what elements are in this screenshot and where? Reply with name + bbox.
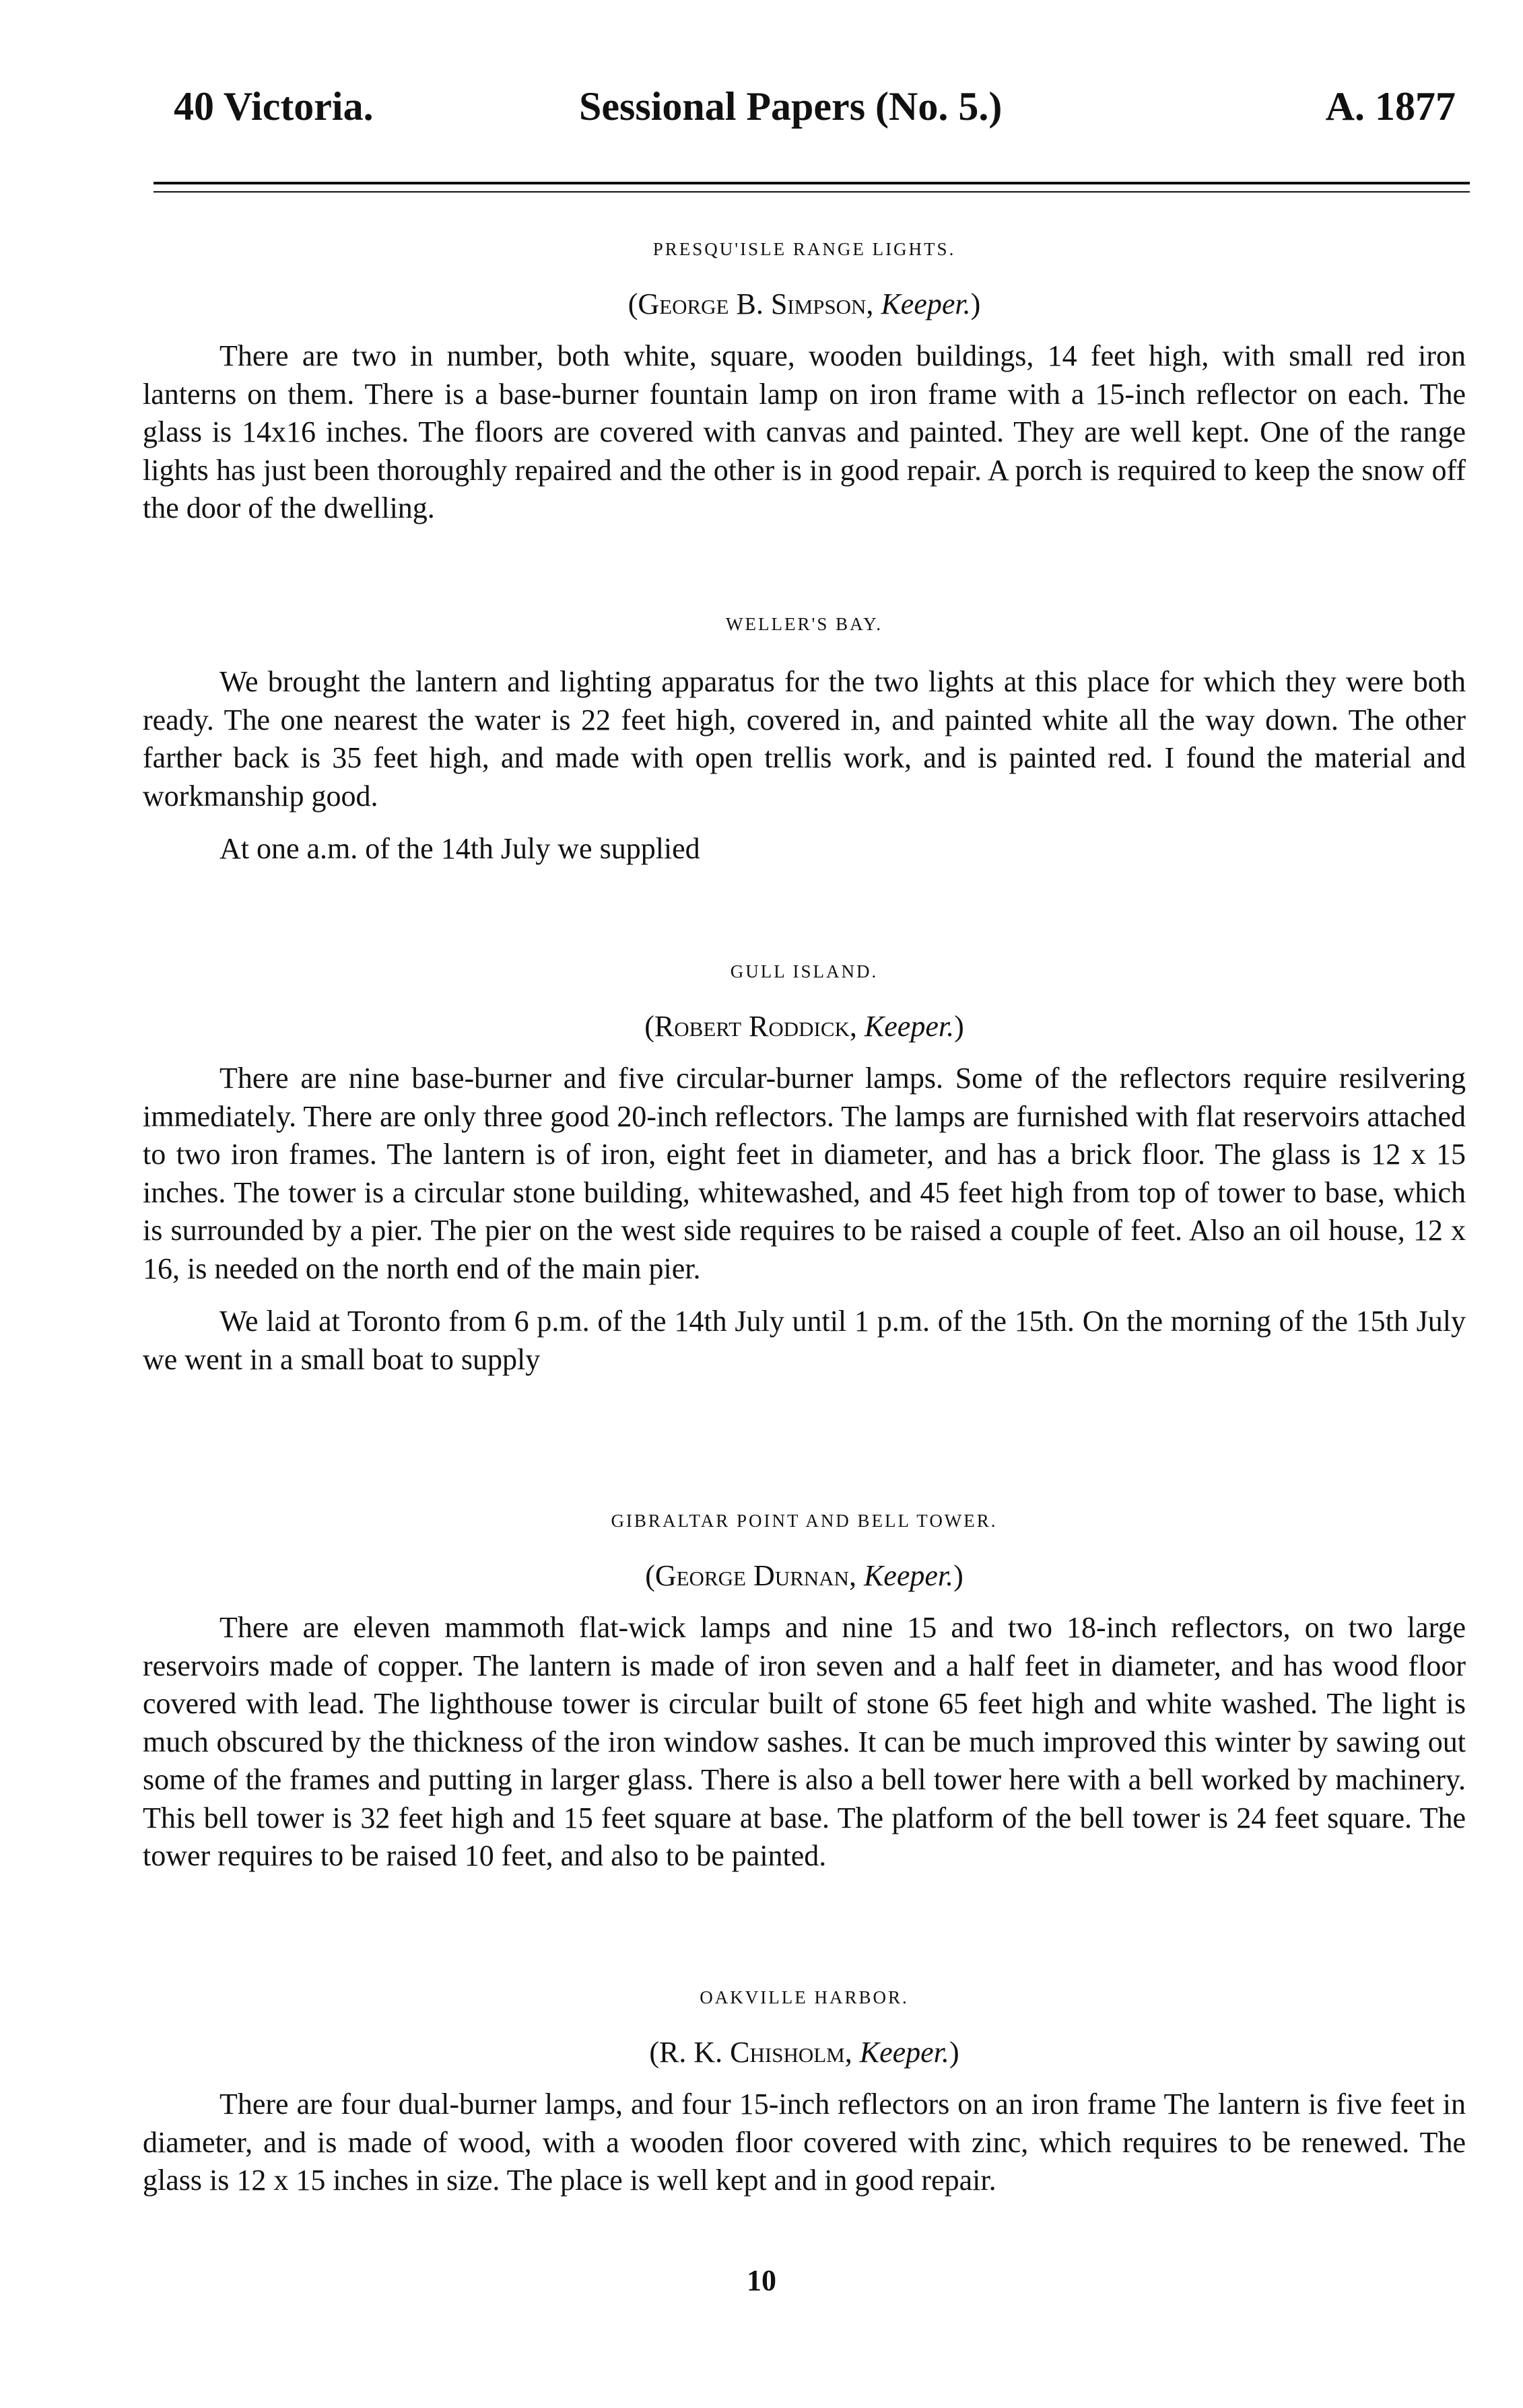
section-heading: PRESQU'ISLE RANGE LIGHTS. <box>652 239 956 259</box>
keeper-name: George B. Simpson, <box>638 287 874 320</box>
header-volume: 40 Victoria. <box>174 84 374 129</box>
header-rule-thick <box>154 182 1470 184</box>
paragraph: We laid at Toronto from 6 p.m. of the 14th July until 1 p.m. of the 15th. On the morning of the 15th July we went in a small boat to supply <box>143 1305 1466 1376</box>
paragraph: At one a.m. of the 14th July we supplied <box>219 832 700 865</box>
keeper-role: Keeper. <box>864 1010 955 1043</box>
section-gull-island <box>143 961 1466 1379</box>
section-heading: GULL ISLAND. <box>730 961 879 982</box>
keeper-name: Robert Roddick, <box>654 1010 857 1043</box>
header-rule-thin <box>154 191 1470 193</box>
keeper-role: Keeper. <box>881 287 971 320</box>
paragraph: There are nine base-burner and five circular-burner lamps. Some of the reflectors require resilvering immediately. There are only three good 20-inch reflectors. The lamps are furnished with flat reservoirs attached to two iron frames. The lantern is of iron, eight feet in diameter, and has a brick floor. The glass is 12 x 15 inches. The tower is a circular stone building, whitewashed, and 45 feet high from top of tower to base, which is surrounded by a pier. The pier on the west side requires to be raised a couple of feet. Also an oil house, 12 x 16, is needed on the north end of the main pier. <box>143 1062 1466 1285</box>
keeper-line: (R. K. Chisholm, Keeper.) <box>649 2036 959 2069</box>
paragraph: There are four dual-burner lamps, and four 15-inch reflectors on an iron frame The lantern is five feet in diameter, and is made of wood, with a wooden floor covered with zinc, which requires to be renewed. The glass is 12 x 15 inches in size. The place is well kept and in good repair. <box>143 2088 1466 2197</box>
keeper-line: (Robert Roddick, Keeper.) <box>644 1010 964 1043</box>
paragraph: There are two in number, both white, square, wooden buildings, 14 feet high, with small red iron lanterns on them. There is a base-burner fountain lamp on iron frame with a 15-inch reflector on each. The glass is 14x16 inches. The floors are covered with canvas and painted. They are well kept. One of the range lights has just been thoroughly repaired and the other is in good repair. A porch is required to keep the snow off the door of the dwelling. <box>143 339 1466 524</box>
header-title: Sessional Papers (No. 5.) <box>579 84 1003 129</box>
section-gibraltar-point <box>143 1511 1466 1876</box>
keeper-line: (George Durnan, Keeper.) <box>645 1559 963 1592</box>
paragraph: There are eleven mammoth flat-wick lamps and nine 15 and two 18-inch reflectors, on two large reservoirs made of copper. The lantern is made of iron seven and a half feet in diameter, and has wood floor covered with lead. The lighthouse tower is circular built of stone 65 feet high and white washed. The light is much obscured by the thickness of the iron window sashes. It can be much improved this winter by sawing out some of the frames and putting in larger glass. There is also a bell tower here with a bell worked by machinery. This bell tower is 32 feet high and 15 feet square at base. The platform of the bell tower is 24 feet square. The tower requires to be raised 10 feet, and also to be painted. <box>143 1611 1466 1872</box>
section-wellers-bay <box>143 614 1466 868</box>
keeper-name: George Durnan, <box>654 1559 856 1592</box>
section-oakville-harbor <box>143 1987 1466 2200</box>
header-year: A. 1877 <box>1325 84 1456 129</box>
section-presquisle <box>143 239 1466 528</box>
keeper-role: Keeper. <box>859 2036 949 2069</box>
section-heading: GIBRALTAR POINT AND BELL TOWER. <box>611 1511 998 1531</box>
keeper-name: R. K. Chisholm, <box>659 2036 852 2069</box>
paragraph: We brought the lantern and lighting apparatus for the two lights at this place for which they were both ready. The one nearest the water is 22 feet high, covered in, and painted white all the way down. The other farther back is 35 feet high, and made with open trellis work, and is painted red. I found the material and workmanship good. <box>143 665 1466 813</box>
page-number: 10 <box>747 2264 776 2297</box>
keeper-role: Keeper. <box>863 1559 954 1592</box>
section-heading: WELLER'S BAY. <box>726 614 883 634</box>
keeper-line: (George B. Simpson, Keeper.) <box>628 287 981 320</box>
section-heading: OAKVILLE HARBOR. <box>700 1987 909 2007</box>
